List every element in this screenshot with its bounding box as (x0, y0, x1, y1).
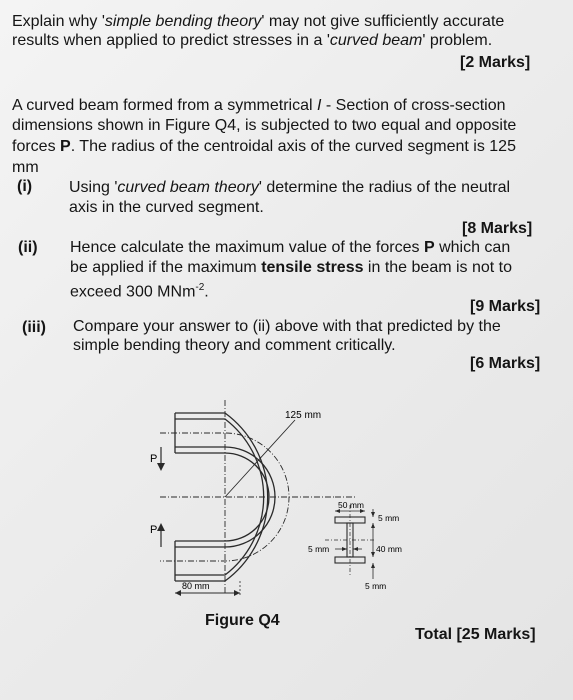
part-iii-label: (iii) (22, 319, 46, 336)
part-i-line-2: axis in the curved segment. (69, 199, 264, 216)
q2-intro-line-4: mm (12, 159, 39, 176)
part-ii-marks: [9 Marks] (470, 298, 541, 315)
force-bottom-label: P (150, 524, 158, 536)
radius-leader (225, 420, 295, 497)
radius-label: 125 mm (285, 410, 322, 421)
part-ii-line-2: be applied if the maximum tensile stress in the beam is not to (70, 259, 513, 276)
flange-thickness-label: 5 mm (378, 513, 400, 523)
dim-arrow-left-icon (175, 590, 181, 596)
part-ii-label: (ii) (18, 239, 38, 256)
part-ii-line-3: exceed 300 MNm$^{-2}$. (70, 282, 209, 301)
q1-line-1: Explain why 'simple bending theory' may not give sufficiently accurate (12, 13, 505, 30)
beam-inner-edge (175, 453, 269, 541)
q2-intro-line-3: forces P. The radius of the centroidal axis of the curved segment is 125 (12, 138, 516, 155)
figure-caption: Figure Q4 (205, 612, 280, 629)
force-top-label: P (150, 453, 158, 465)
straight-length-label: 80 mm (182, 581, 210, 591)
q2-intro-line-2: dimensions shown in Figure Q4, is subjected to two equal and opposite (12, 117, 517, 134)
q1-line-2: results when applied to predict stresses in a 'curved beam' problem. (12, 32, 493, 49)
part-iii-marks: [6 Marks] (470, 355, 541, 372)
part-iii-line-1: Compare your answer to (ii) above with that predicted by the (73, 318, 501, 335)
figure-q4-diagram (130, 395, 430, 610)
part-i-line-1: Using 'curved beam theory' determine the radius of the neutral (69, 179, 511, 196)
web-thickness-label: 5 mm (308, 544, 330, 554)
web-height-label: 40 mm (376, 544, 402, 554)
part-i-label: (i) (17, 178, 33, 195)
dim-arrow-right-icon (234, 590, 240, 596)
q2-intro-line-1: A curved beam formed from a symmetrical I - Section of cross-section (12, 97, 506, 114)
part-ii-line-1: Hence calculate the maximum value of the forces P which can (70, 239, 511, 256)
flange-width-label: 50 mm (338, 500, 364, 510)
part-iii-line-2: simple bending theory and comment critically. (73, 337, 396, 354)
part-i-marks: [8 Marks] (462, 220, 533, 237)
force-bottom-arrow-icon (157, 523, 165, 531)
q1-marks: [2 Marks] (460, 54, 531, 71)
force-top-arrow-icon (157, 463, 165, 471)
total-marks: Total [25 Marks] (415, 626, 536, 643)
bottom-flange-thickness-label: 5 mm (365, 581, 387, 591)
